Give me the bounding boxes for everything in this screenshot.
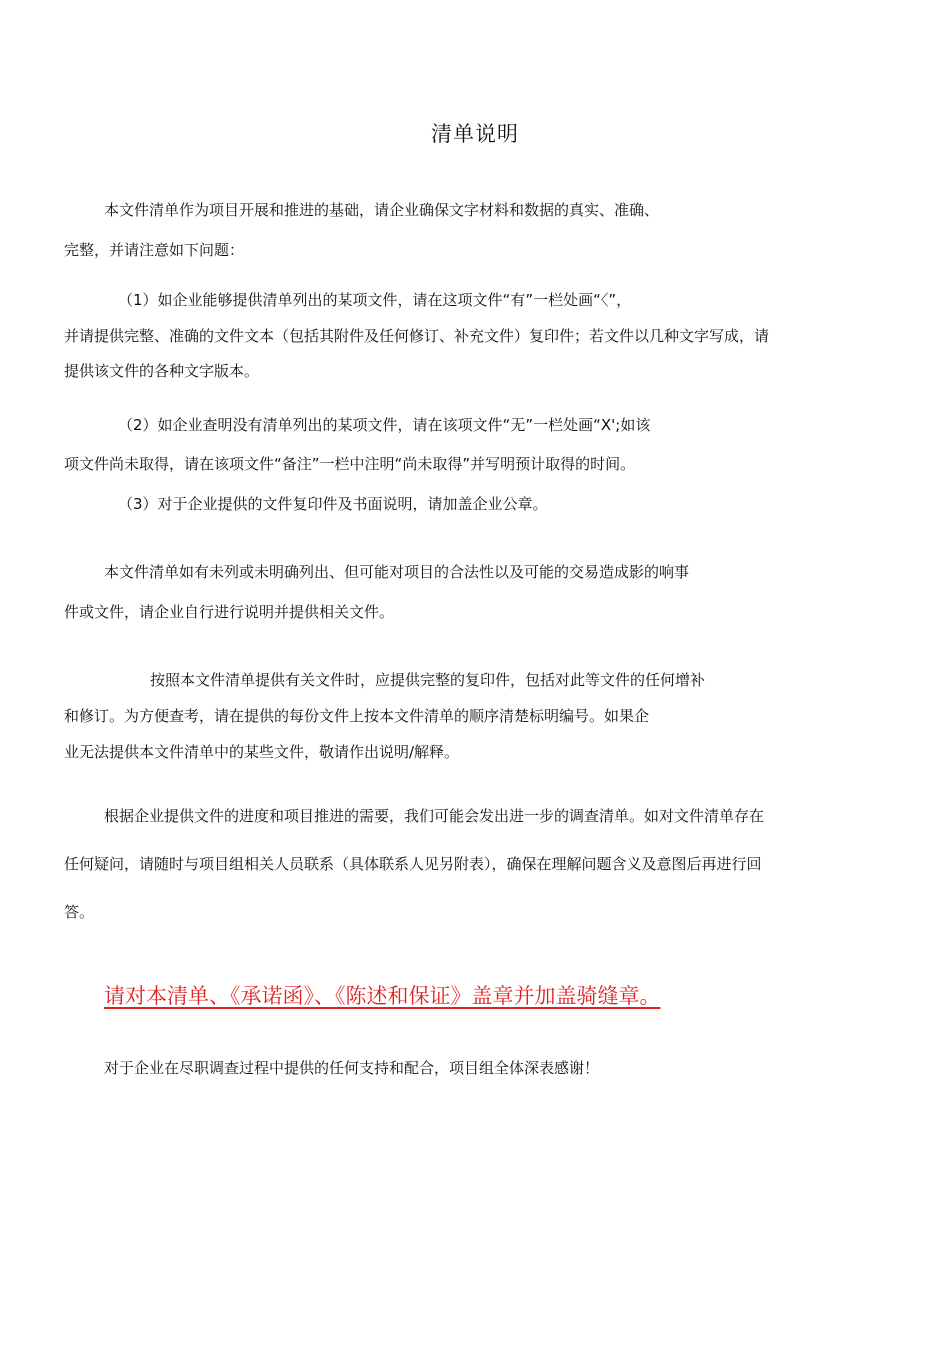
unlisted-line-2: 件或文件，请企业自行进行说明并提供相关文件。 bbox=[64, 603, 395, 621]
copies-line-2: 和修订。为方便查考，请在提供的每份文件上按本文件清单的顺序清楚标明编号。如果企 bbox=[64, 707, 650, 725]
thanks-line: 对于企业在尽职调查过程中提供的任何支持和配合，项目组全体深表感谢！ bbox=[104, 1059, 600, 1077]
followup-line-3: 答。 bbox=[64, 903, 95, 921]
followup-line-1: 根据企业提供文件的进度和项目推进的需要，我们可能会发出进一步的调查清单。如对文件清单存在 bbox=[104, 807, 765, 825]
followup-line-2: 任何疑问，请随时与项目组相关人员联系（具体联系人见另附表），确保在理解问题含义及意图后再进行回 bbox=[64, 855, 762, 873]
page-title: 清单说明 bbox=[431, 122, 519, 146]
unlisted-line-1: 本文件清单如有未列或未明确列出、但可能对项目的合法性以及可能的交易造成影的响事 bbox=[104, 563, 690, 581]
item3-line-1: （3）对于企业提供的文件复印件及书面说明，请加盖企业公章。 bbox=[118, 495, 548, 513]
item1-line-3: 提供该文件的各种文字版本。 bbox=[64, 362, 260, 380]
intro-line-1: 本文件清单作为项目开展和推进的基础，请企业确保文字材料和数据的真实、准确、 bbox=[104, 201, 660, 219]
copies-line-3: 业无法提供本文件清单中的某些文件，敬请作出说明/解释。 bbox=[64, 743, 460, 761]
copies-line-1: 按照本文件清单提供有关文件时，应提供完整的复印件，包括对此等文件的任何增补 bbox=[150, 671, 706, 689]
item2-line-2: 项文件尚未取得，请在该项文件“备注”一栏中注明“尚未取得”并写明预计取得的时间。 bbox=[64, 455, 636, 473]
intro-line-2: 完整，并请注意如下问题： bbox=[64, 241, 245, 259]
item2-line-1: （2）如企业查明没有清单列出的某项文件，请在该项文件“无”一栏处画“X';如该 bbox=[118, 416, 651, 434]
seal-notice: 请对本清单、《承诺函》、《陈述和保证》盖章并加盖骑缝章。 bbox=[104, 984, 661, 1008]
item1-line-1: （1）如企业能够提供清单列出的某项文件，请在这项文件“有”一栏处画“〈”， bbox=[118, 291, 632, 309]
item1-line-2: 并请提供完整、准确的文件文本（包括其附件及任何修订、补充文件）复印件；若文件以几种文字写成，请 bbox=[64, 327, 770, 345]
